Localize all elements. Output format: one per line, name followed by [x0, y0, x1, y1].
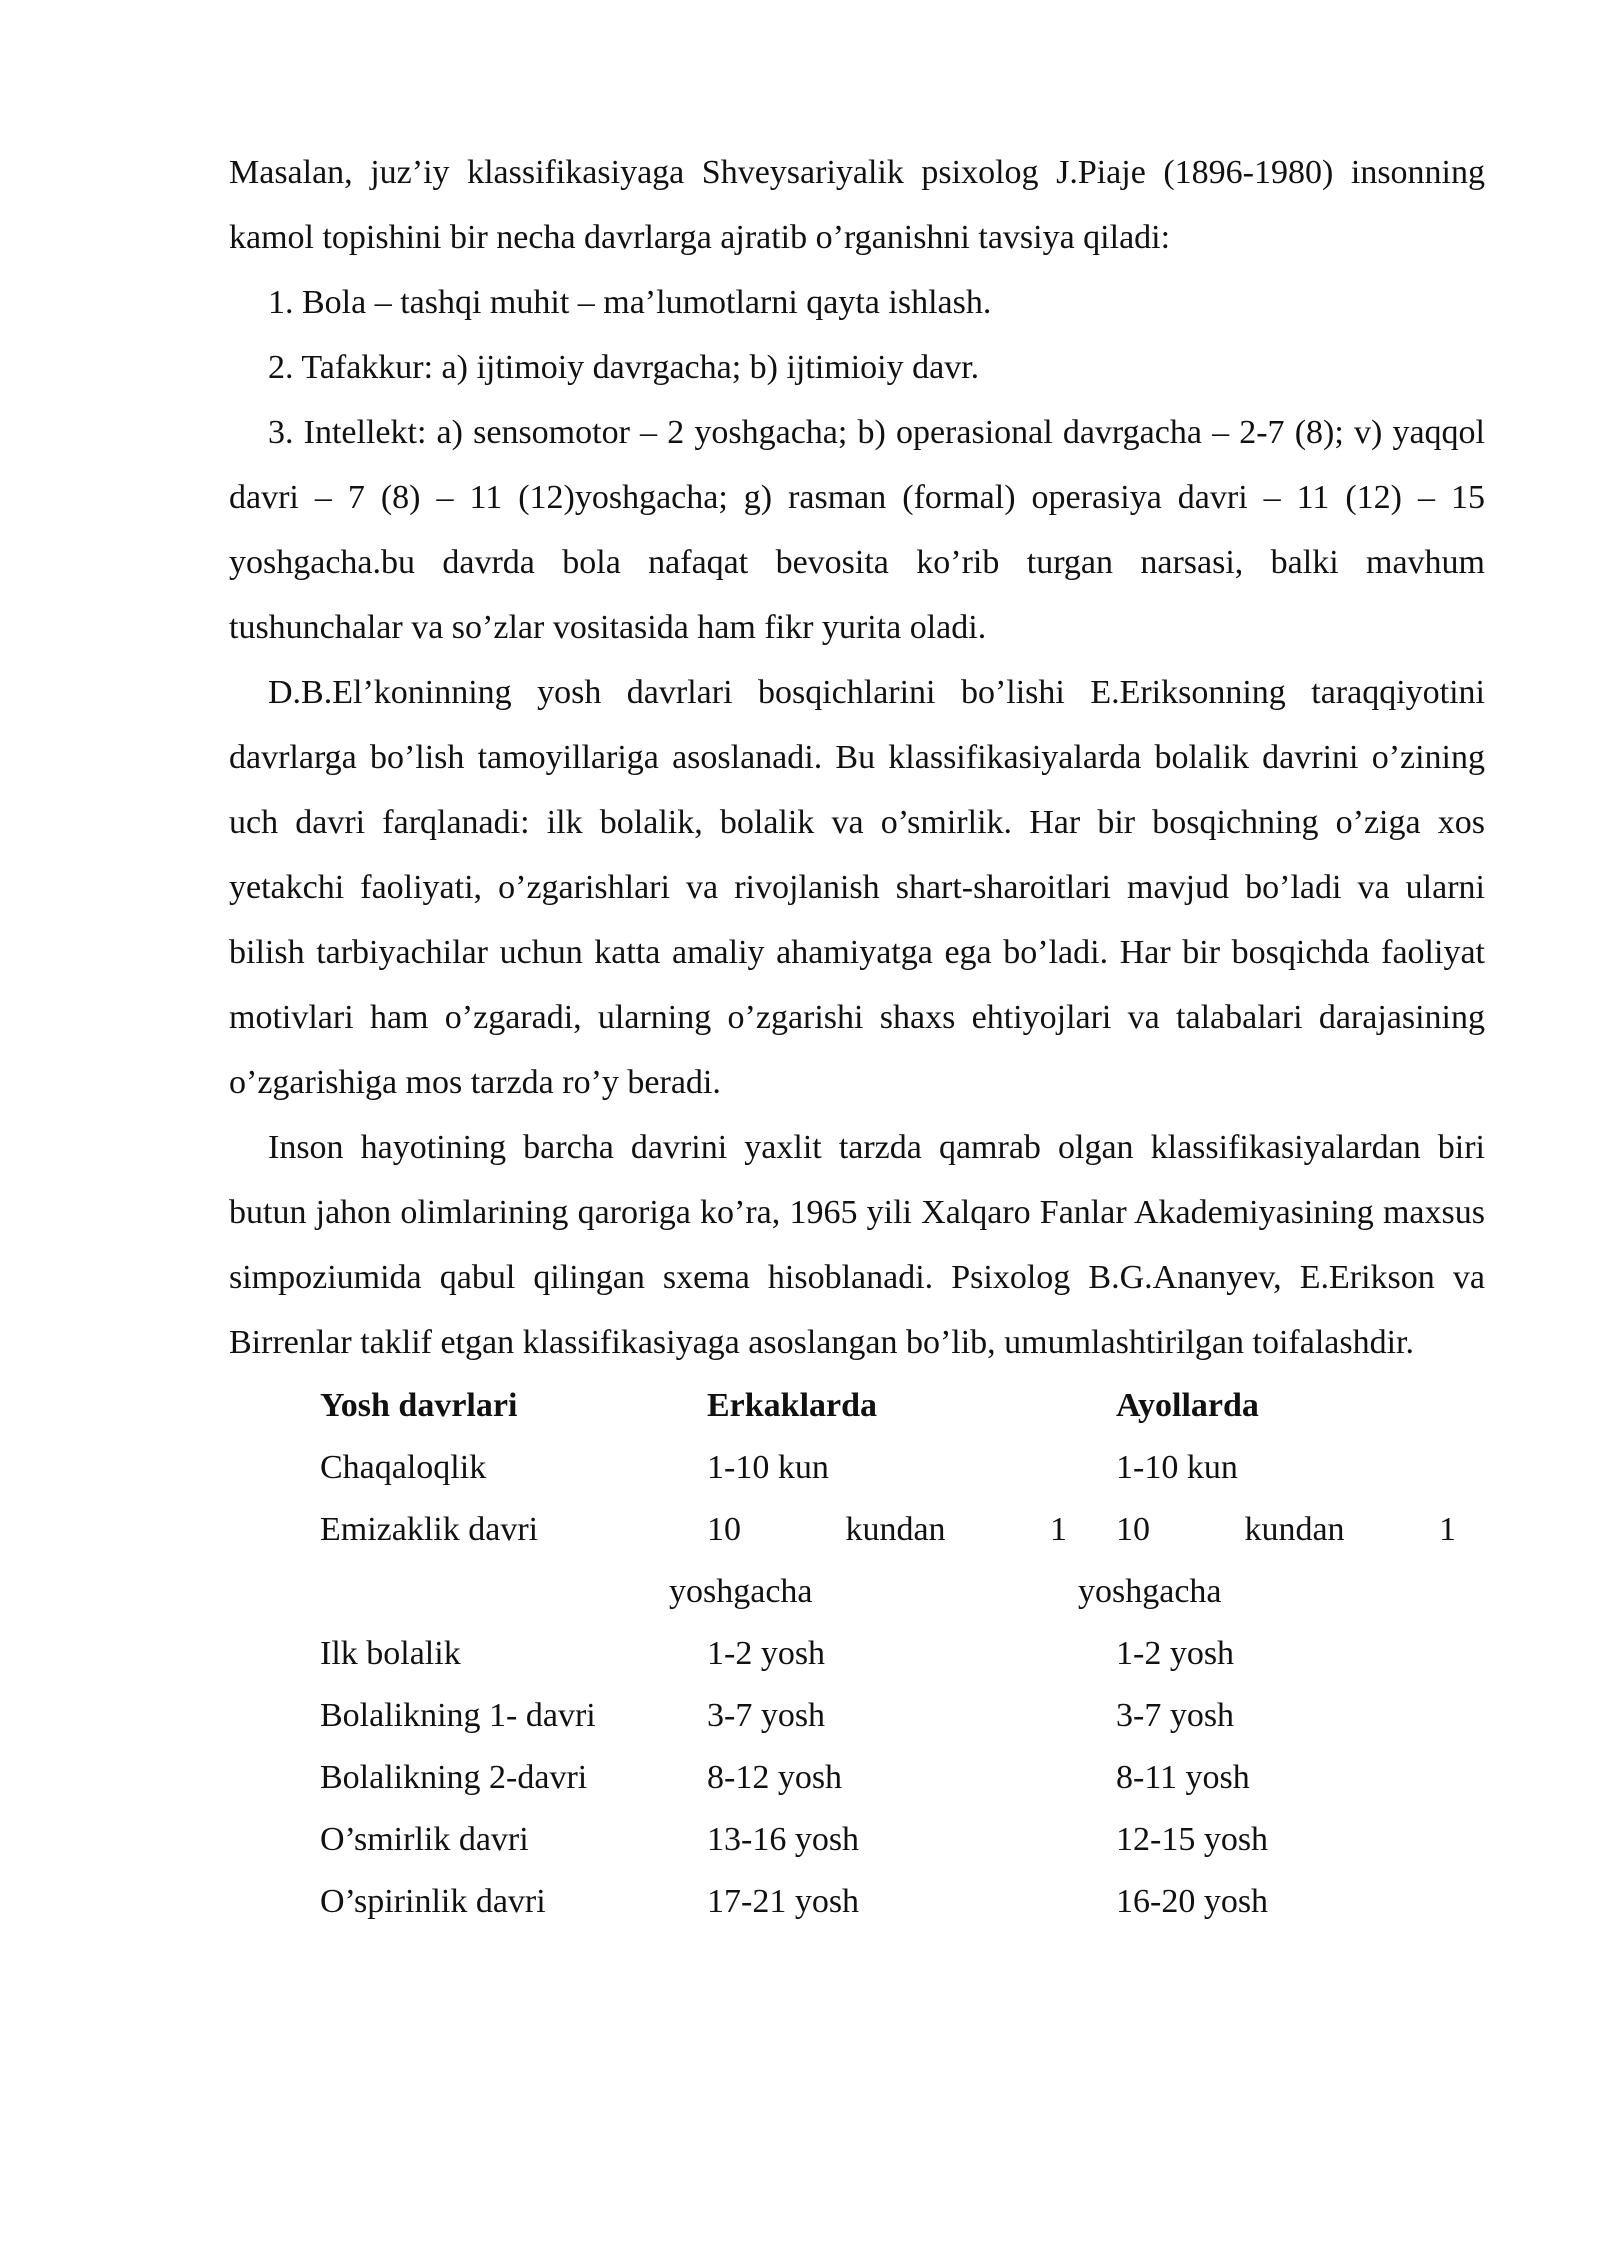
list-item-3: 3. Intellekt: a) sensomotor – 2 yoshgacha; b) operasional davrgacha – 2-7 (8); v) yaqqol davri – 7 (8) – 11 (12)yoshgacha; g) rasman (formal) operasiya davri – 11 (12) – 15 yoshgacha.bu davrda bola nafaqat bevosita ko’rib turgan narsasi, balki mavhum tushunchalar va so’zlar vositasida ham fikr yurita oladi.	[229, 414, 1485, 646]
paragraph-elkonin: D.B.El’koninning yosh davrlari bosqichlarini bo’lishi E.Eriksonning taraqqiyotini davrlarga bo’lish tamoyillariga asoslanadi. Bu klassifikasiyalarda bolalik davrini o’zining uch davri farqlanadi: ilk bolalik, bolalik va o’smirlik. Har bir bosqichning o’ziga xos yetakchi faoliyati, o’zgarishlari va rivojlanish shart-sharoitlari mavjud bo’ladi va ularni bilish tarbiyachilar uchun katta amaliy ahamiyatga ega bo’ladi. Har bir bosqichda faoliyat motivlari ham o’zgaradi, ularning o’zgarishi shaxs ehtiyojlari va talabalari darajasining o’zgarishiga mos tarzda ro’y beradi.	[229, 674, 1485, 1101]
table-row	[320, 1623, 1456, 1685]
word: 10	[1116, 1511, 1150, 1548]
cell-men: 8-12 yosh	[707, 1759, 843, 1796]
word: kundan	[845, 1511, 946, 1548]
cell-period: Bolalikning 1- davri	[320, 1697, 596, 1734]
cell-period: Bolalikning 2-davri	[320, 1759, 588, 1796]
age-periods-table	[320, 1375, 1456, 1933]
justified-line	[707, 1499, 1067, 1561]
cell-period: Chaqaloqlik	[320, 1449, 487, 1486]
header-women: Ayollarda	[1116, 1387, 1259, 1424]
document-page	[229, 140, 1485, 1933]
cell-women	[1078, 1499, 1456, 1623]
table-row	[320, 1747, 1456, 1809]
table-row	[320, 1499, 1456, 1623]
cell-period: O’spirinlik davri	[320, 1883, 546, 1920]
word: 1	[1050, 1511, 1067, 1548]
cell-women: 3-7 yosh	[1116, 1697, 1235, 1734]
cell-period: O’smirlik davri	[320, 1821, 529, 1858]
cell-men: 1-2 yosh	[707, 1635, 826, 1672]
table-header-row	[320, 1375, 1456, 1437]
table-row	[320, 1871, 1456, 1933]
word: 10	[707, 1511, 741, 1548]
paragraph-classification: Inson hayotining barcha davrini yaxlit tarzda qamrab olgan klassifikasiyalardan biri butun jahon olimlarining qaroriga ko’ra, 1965 yili Xalqaro Fanlar Akademiyasining maxsus simpoziumida qabul qilingan sxema hisoblanadi. Psixolog B.G.Ananyev, E.Erikson va Birrenlar taklif etgan klassifikasiyaga asoslangan bo’lib, umumlashtirilgan toifalashdir.	[229, 1129, 1485, 1361]
table-row	[320, 1685, 1456, 1747]
cell-women: 1-10 kun	[1116, 1449, 1238, 1486]
word: 1	[1439, 1511, 1456, 1548]
cell-women: 16-20 yosh	[1116, 1883, 1269, 1920]
cell-men: 1-10 kun	[707, 1449, 829, 1486]
table-row	[320, 1437, 1456, 1499]
list-item-2: 2. Tafakkur: a) ijtimoiy davrgacha; b) ijtimioiy davr.	[268, 349, 980, 386]
table-row	[320, 1809, 1456, 1871]
header-age-periods: Yosh davrlari	[320, 1387, 518, 1424]
cell-men	[669, 1499, 1116, 1623]
justified-line	[1116, 1499, 1456, 1561]
wrapped-word: yoshgacha	[1078, 1573, 1222, 1610]
wrapped-word: yoshgacha	[669, 1573, 813, 1610]
cell-men: 17-21 yosh	[707, 1883, 860, 1920]
cell-women: 12-15 yosh	[1116, 1821, 1269, 1858]
paragraph-piaget: Masalan, juz’iy klassifikasiyaga Shveysariyalik psixolog J.Piaje (1896-1980) insonning kamol topishini bir necha davrlarga ajratib o’rganishni tavsiya qiladi:	[229, 154, 1485, 256]
cell-women: 1-2 yosh	[1116, 1635, 1235, 1672]
word: kundan	[1244, 1511, 1345, 1548]
cell-women: 8-11 yosh	[1116, 1759, 1250, 1796]
cell-period: Ilk bolalik	[320, 1635, 461, 1672]
list-item-1: 1. Bola – tashqi muhit – ma’lumotlarni qayta ishlash.	[268, 284, 992, 321]
cell-men: 13-16 yosh	[707, 1821, 860, 1858]
cell-men: 3-7 yosh	[707, 1697, 826, 1734]
header-men: Erkaklarda	[707, 1387, 878, 1424]
cell-period: Emizaklik davri	[320, 1511, 539, 1548]
